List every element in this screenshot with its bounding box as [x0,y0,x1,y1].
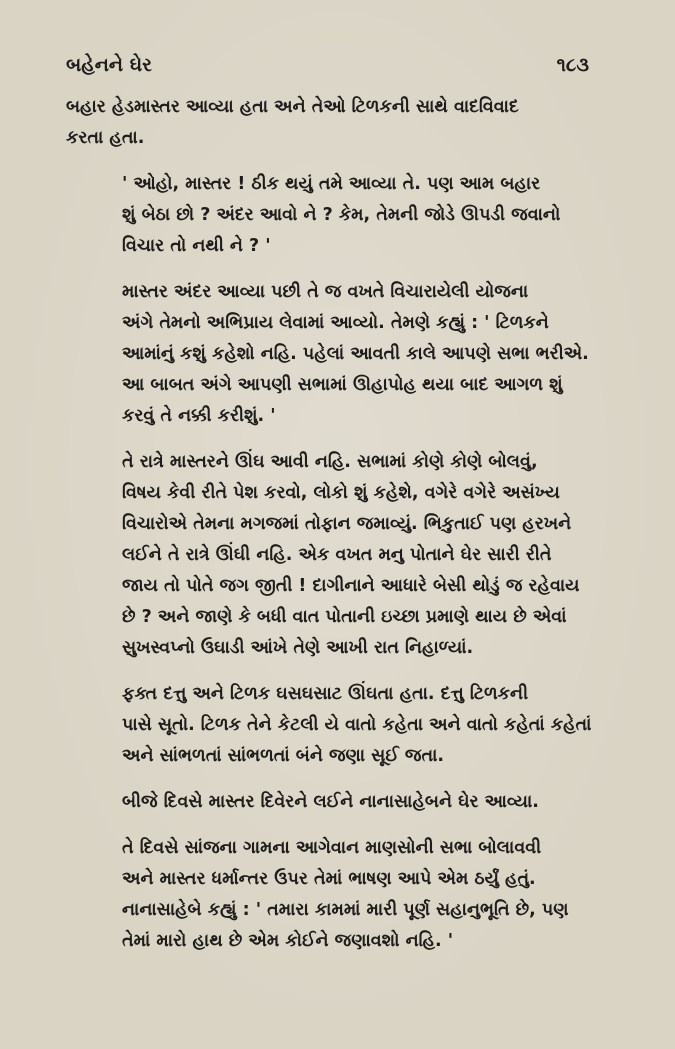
text-line: ' ઓહો, માસ્તર ! ઠીક થયું તમે આવ્યા તે. પણ આમ બહાર [122,174,541,194]
text-line: ફક્ત દત્તુ અને ટિળક ઘસઘસાટ ઊંઘતા હતા. દત્તુ ટિળકની [122,684,529,704]
chapter-title: બહેનને ઘેર [66,54,152,76]
text-line: તે દિવસે સાંજના ગામના આગેવાન માણસોની સભા બોલાવવી [122,838,542,858]
text-line: બહાર હેડમાસ્તર આવ્યા હતા અને તેઓ ટિળકની સાથે વાદવિવાદ [66,97,519,117]
text-line: આ બાબત અંગે આપણી સભામાં ઊહાપોહ થયા બાદ આગળ શું [122,375,563,395]
paragraph [66,447,606,664]
text-line: વિચારોએ તેમના મગજમાં તોફાન જમાવ્યું. ભિકુતાઈ પણ હરખને [122,514,572,534]
text-line: શું બેઠા છો ? અંદર આવો ને ? કેમ, તેમની જોડે ઊપડી જવાનો [122,205,561,225]
text-line: તે રાત્રે માસ્તરને ઊંઘ આવી નહિ. સભામાં કોણે કોણે બોલવું, [122,452,538,472]
text-line: અંગે તેમનો અભિપ્રાય લેવામાં આવ્યો. તેમણે કહ્યું : ' ટિળકને [122,313,549,333]
text-line: માસ્તર અંદર આવ્યા પછી તે જ વખતે વિચારાયેલી યોજના [122,282,529,302]
text-line: પાસે સૂતો. ટિળક તેને કેટલી યે વાતો કહેતા અને વાતો કહેતાં કહેતાં [122,715,592,735]
text-line: બીજે દિવસે માસ્તર દિવેરને લઈને નાનાસાહેબને ઘેર આવ્યા. [122,792,539,812]
running-header [66,50,589,80]
text-line: સુખસ્વપ્નો ઉઘાડી આંખે તેણે આખી રાત નિહાળ્યાં. [122,638,474,658]
paragraph [66,277,606,432]
paragraph [66,92,606,154]
text-line: છે ? અને જાણે કે બધી વાત પોતાની ઇચ્છા પ્રમાણે થાય છે એવાં [122,607,567,627]
text-line: નાનાસાહેબે કહ્યું : ' તમારા કામમાં મારી પૂર્ણ સહાનુભૂતિ છે, પણ [122,900,569,920]
text-line: લઈને તે રાત્રે ઊંઘી નહિ. એક વખત મનુ પોતાને ઘેર સારી રીતે [122,545,552,565]
paragraph [66,679,606,772]
text-line: જાય તો પોતે જગ જીતી ! દાગીનાને આધારે બેસી થોડું જ રહેવાય [122,576,580,596]
paragraph [66,169,606,262]
page-number: ૧૮૩ [556,54,589,76]
paragraph [66,833,606,957]
text-line: આમાંનું કશું કહેશો નહિ. પહેલાં આવતી કાલે આપણે સભા ભરીએ. [122,344,589,364]
text-line: વિષય કેવી રીતે પેશ કરવો, લોકો શું કહેશે, વગેરે વગેરે અસંખ્ય [122,483,560,503]
text-line: કરવું તે નક્કી કરીશું. ' [122,406,276,426]
text-line: કરતા હતા. [66,128,145,148]
text-line: અને સાંભળતાં સાંભળતાં બંને જણા સૂઈ જતા. [122,746,445,766]
paragraph [66,787,606,818]
body-text [66,92,606,972]
text-line: વિચાર તો નથી ને ? ' [122,236,271,256]
text-line: તેમાં મારો હાથ છે એમ કોઈને જણાવશો નહિ. ' [122,931,454,951]
text-line: અને માસ્તર ધર્માન્તર ઉપર તેમાં ભાષણ આપે એમ ઠર્યું હતું. [122,869,536,889]
